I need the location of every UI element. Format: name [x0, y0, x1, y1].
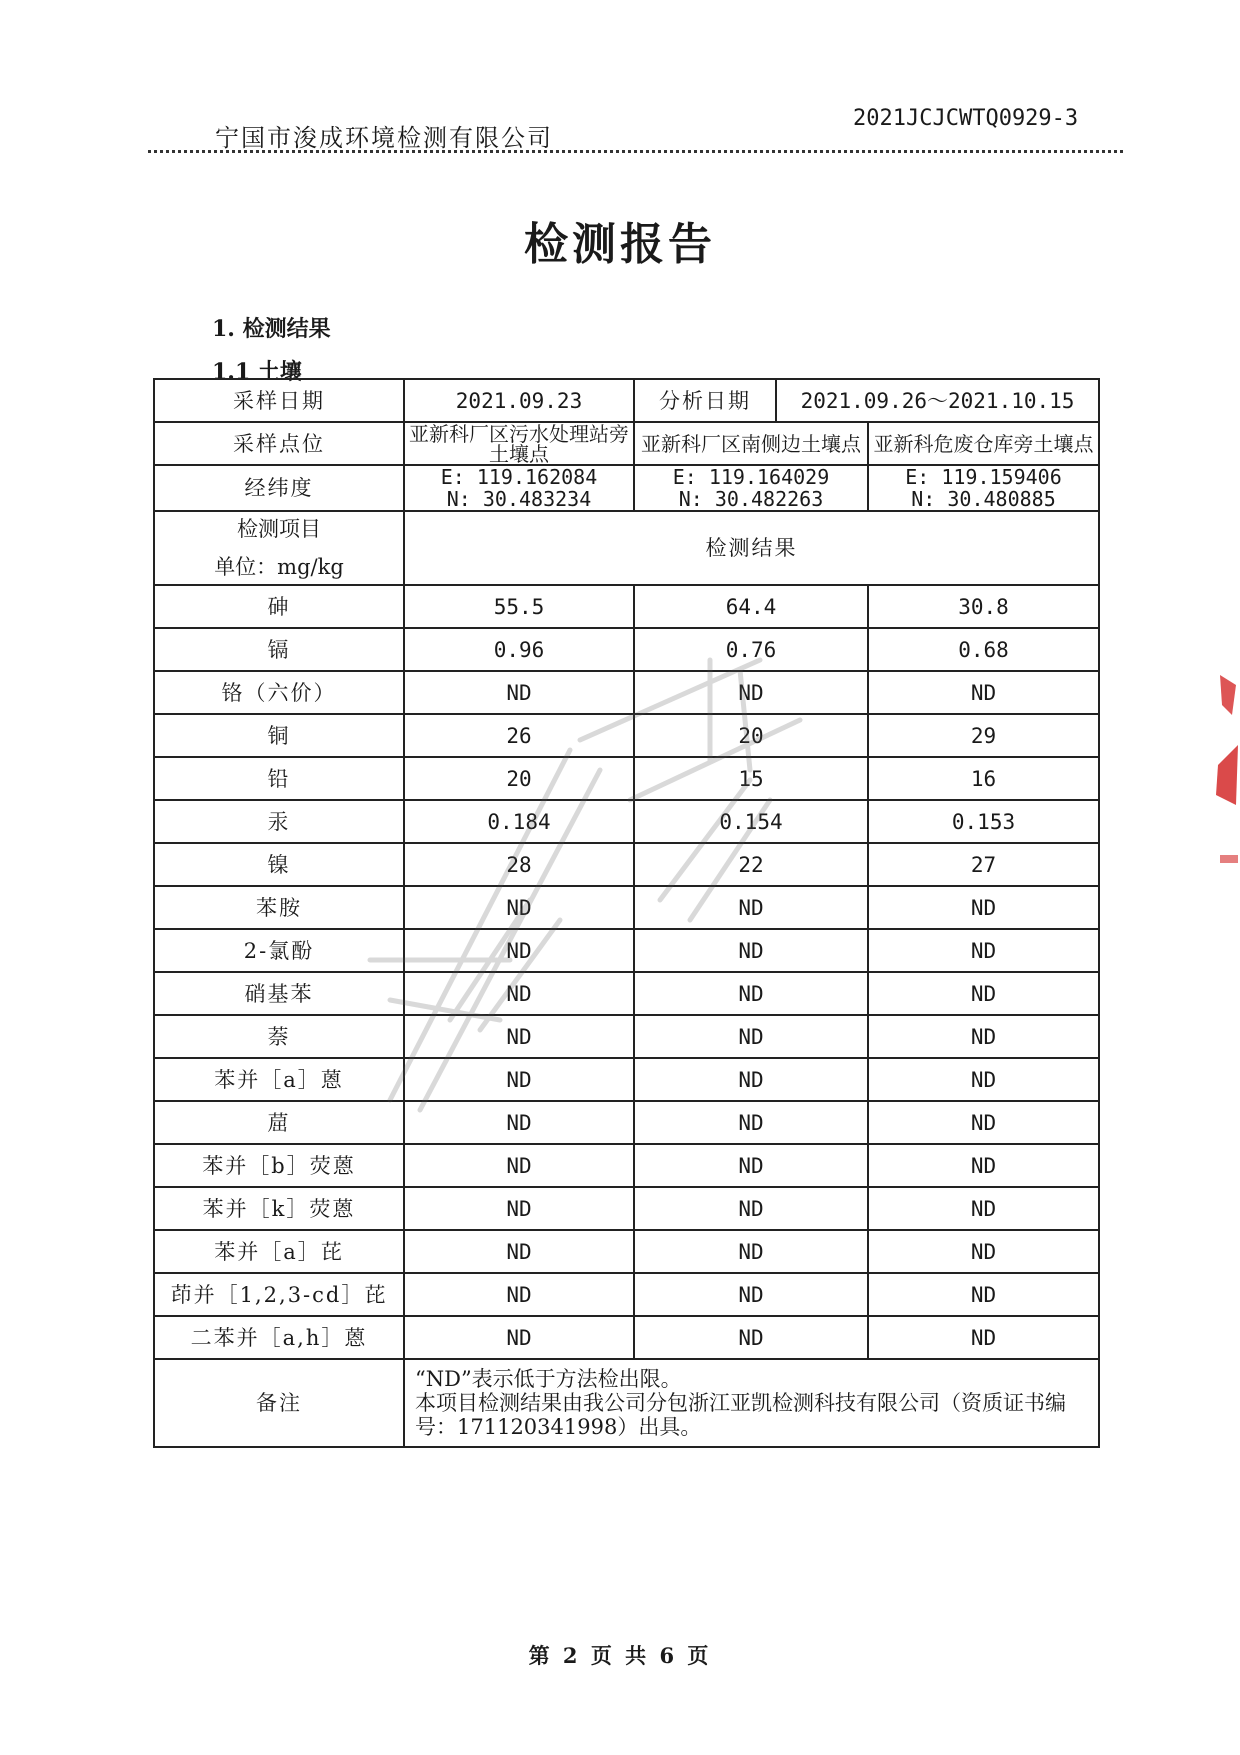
table-row	[154, 886, 1099, 929]
result-value: 0.68	[868, 628, 1099, 671]
site-3: 亚新科危废仓库旁土壤点	[868, 422, 1099, 465]
result-value: ND	[634, 1144, 868, 1187]
result-value: ND	[868, 671, 1099, 714]
result-value: ND	[404, 929, 634, 972]
remark-line-2: 本项目检测结果由我公司分包浙江亚凯检测科技有限公司（资质证书编号：171120341998）出具。	[415, 1391, 1066, 1439]
result-value: 64.4	[634, 585, 868, 628]
result-value: 27	[868, 843, 1099, 886]
result-value: 22	[634, 843, 868, 886]
result-value: ND	[868, 1101, 1099, 1144]
result-value: ND	[868, 929, 1099, 972]
company-name: 宁国市浚成环境检测有限公司	[215, 124, 553, 152]
parameter-name: 铜	[154, 714, 404, 757]
table-row	[154, 1058, 1099, 1101]
table-row	[154, 1015, 1099, 1058]
result-value: ND	[868, 1058, 1099, 1101]
coord-3-e: E: 119.159406	[905, 465, 1062, 489]
parameter-name: 苯并［a］蒽	[154, 1058, 404, 1101]
table-row	[154, 1273, 1099, 1316]
result-value: ND	[868, 972, 1099, 1015]
parameter-name: 䓛	[154, 1101, 404, 1144]
parameter-name: 茚并［1,2,3-cd］芘	[154, 1273, 404, 1316]
coord-2-e: E: 119.164029	[672, 465, 830, 489]
coord-1-e: E: 119.162084	[440, 465, 598, 489]
result-value: 30.8	[868, 585, 1099, 628]
parameter-name: 铅	[154, 757, 404, 800]
result-value: ND	[634, 1230, 868, 1273]
coord-1	[404, 465, 634, 511]
unit-label: 单位：mg/kg	[214, 555, 344, 579]
parameter-name: 铬（六价）	[154, 671, 404, 714]
analysis-date-label: 分析日期	[635, 380, 777, 421]
parameter-name: 苯并［a］芘	[154, 1230, 404, 1273]
result-value: ND	[634, 886, 868, 929]
table-row	[154, 1144, 1099, 1187]
result-value: ND	[634, 1015, 868, 1058]
result-value: ND	[868, 1187, 1099, 1230]
result-value: ND	[634, 929, 868, 972]
section-heading: 1. 检测结果	[212, 316, 331, 342]
remark-label: 备注	[154, 1359, 404, 1447]
result-value: ND	[868, 1273, 1099, 1316]
result-value: ND	[634, 1187, 868, 1230]
site-2: 亚新科厂区南侧边土壤点	[634, 422, 868, 465]
parameter-name: 萘	[154, 1015, 404, 1058]
result-value: 0.184	[404, 800, 634, 843]
sampling-date-row	[154, 379, 1099, 422]
site-row	[154, 422, 1099, 465]
result-value: ND	[868, 1316, 1099, 1359]
result-value: 0.96	[404, 628, 634, 671]
coord-3	[868, 465, 1099, 511]
parameter-name: 二苯并［a,h］蒽	[154, 1316, 404, 1359]
result-value: 20	[404, 757, 634, 800]
parameter-name: 汞	[154, 800, 404, 843]
page-title: 检测报告	[524, 219, 716, 270]
parameter-name: 镉	[154, 628, 404, 671]
table-row	[154, 800, 1099, 843]
table-row	[154, 1187, 1099, 1230]
results-table	[153, 378, 1100, 1448]
result-value: 26	[404, 714, 634, 757]
result-value: ND	[634, 1101, 868, 1144]
analysis-date-value: 2021.09.26～2021.10.15	[800, 388, 1075, 413]
result-value: ND	[404, 1058, 634, 1101]
item-label: 检测项目	[237, 517, 321, 541]
result-value: 16	[868, 757, 1099, 800]
result-value: ND	[868, 1144, 1099, 1187]
result-value: 29	[868, 714, 1099, 757]
sampling-date-label: 采样日期	[154, 379, 404, 422]
result-value: ND	[634, 972, 868, 1015]
result-value: ND	[634, 1273, 868, 1316]
subsection-heading: 1.1 土壤	[212, 359, 302, 385]
table-row	[154, 972, 1099, 1015]
parameter-name: 苯胺	[154, 886, 404, 929]
table-row	[154, 671, 1099, 714]
table-row	[154, 628, 1099, 671]
result-value: ND	[868, 1015, 1099, 1058]
result-value: ND	[404, 671, 634, 714]
coord-label: 经纬度	[154, 465, 404, 511]
result-value: 0.154	[634, 800, 868, 843]
remark-line-1: “ND”表示低于方法检出限。	[415, 1367, 682, 1391]
result-value: 20	[634, 714, 868, 757]
coord-3-n: N: 30.480885	[911, 487, 1056, 511]
item-header-row	[154, 511, 1099, 585]
header-divider	[148, 150, 1123, 153]
table-row	[154, 1316, 1099, 1359]
result-value: ND	[634, 1058, 868, 1101]
site-1: 亚新科厂区污水处理站旁土壤点	[404, 422, 634, 465]
remark-text	[404, 1359, 1099, 1447]
result-value: 28	[404, 843, 634, 886]
page-footer: 第 2 页 共 6 页	[528, 1643, 712, 1668]
table-row	[154, 843, 1099, 886]
result-value: ND	[868, 886, 1099, 929]
parameter-name: 2-氯酚	[154, 929, 404, 972]
result-value: ND	[404, 1101, 634, 1144]
result-value: 55.5	[404, 585, 634, 628]
result-label: 检测结果	[404, 511, 1099, 585]
result-value: 15	[634, 757, 868, 800]
parameter-name: 硝基苯	[154, 972, 404, 1015]
parameter-name: 苯并［b］荧蒽	[154, 1144, 404, 1187]
coord-2	[634, 465, 868, 511]
item-unit-cell	[154, 511, 404, 585]
result-value: ND	[868, 1230, 1099, 1273]
result-value: 0.153	[868, 800, 1099, 843]
result-value: ND	[404, 972, 634, 1015]
report-number: 2021JCJCWTQ0929-3	[853, 106, 1079, 131]
parameter-name: 镍	[154, 843, 404, 886]
table-row	[154, 929, 1099, 972]
edge-seal	[1208, 675, 1240, 925]
table-row	[154, 1230, 1099, 1273]
result-value: ND	[404, 1316, 634, 1359]
parameter-name: 砷	[154, 585, 404, 628]
result-value: ND	[404, 1273, 634, 1316]
parameter-name: 苯并［k］荧蒽	[154, 1187, 404, 1230]
result-value: ND	[634, 671, 868, 714]
coord-1-n: N: 30.483234	[446, 487, 592, 511]
result-value: ND	[404, 1144, 634, 1187]
sampling-date-value: 2021.09.23	[404, 379, 634, 422]
table-row	[154, 714, 1099, 757]
table-row	[154, 585, 1099, 628]
result-value: ND	[404, 1015, 634, 1058]
result-value: ND	[404, 1230, 634, 1273]
remark-row	[154, 1359, 1099, 1447]
table-row	[154, 1101, 1099, 1144]
table-row	[154, 757, 1099, 800]
coord-2-n: N: 30.482263	[678, 487, 824, 511]
result-value: ND	[404, 1187, 634, 1230]
result-value: 0.76	[634, 628, 868, 671]
result-value: ND	[634, 1316, 868, 1359]
site-label: 采样点位	[154, 422, 404, 465]
result-value: ND	[404, 886, 634, 929]
coord-row	[154, 465, 1099, 511]
